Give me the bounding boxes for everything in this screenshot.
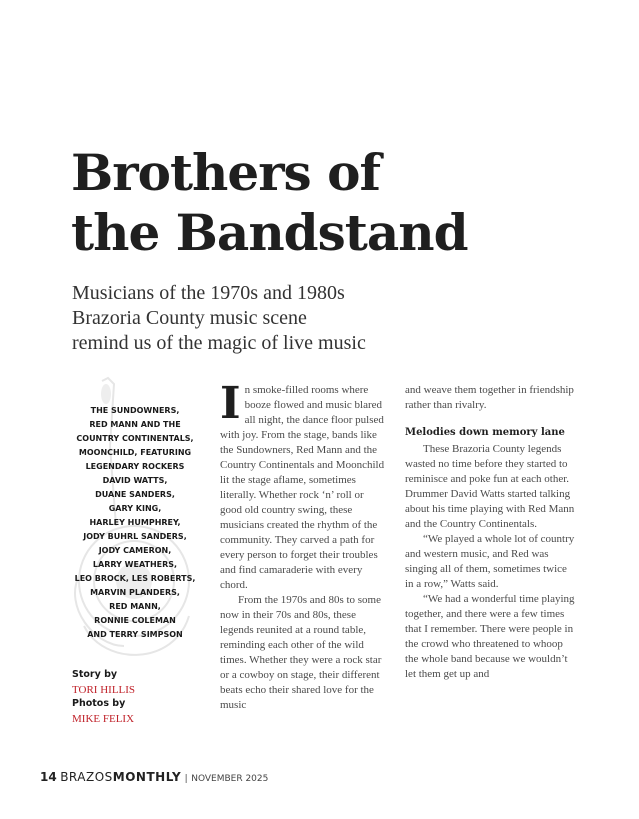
article-subtitle (72, 281, 412, 356)
story-label: Story by (72, 669, 118, 680)
list-item: LEGENDARY ROCKERS (85, 462, 185, 471)
article-column-1 (220, 378, 386, 713)
article-column-2 (405, 383, 575, 682)
band-member-list (70, 404, 200, 642)
paragraph-text: n smoke-filled rooms where booze flowed and music blared all night, the dance floor pulsed with joy. From the stage, bands like the Sundowners, Red Mann and the Country Continentals and Moonchild lit the stage aflame, sometimes literally. Whether rock ‘n’ roll or good old country swing, these musicians created the rhythm of the community. They carved a path for every person to forget their troubles and find camaraderie with every chord. (220, 384, 385, 591)
paragraph: These Brazoria County legends wasted no time before they started to reminisce and poke fun at each other. Drummer David Watts started talking about his time playing with Red Mann and the Country Continentals. (405, 443, 575, 530)
photo-label: Photos by (72, 698, 126, 709)
byline (72, 668, 135, 726)
section-subhead: Melodies down memory lane (405, 427, 565, 438)
magazine-name (60, 770, 181, 784)
photo-author: MIKE FELIX (72, 712, 135, 725)
list-item: DAVID WATTS, (102, 476, 168, 485)
list-item: THE SUNDOWNERS, (90, 406, 180, 415)
paragraph: “We played a whole lot of country and western music, and Red was singing all of them, sometimes twice in a row,” Watts said. (405, 533, 575, 590)
paragraph: “We had a wonderful time playing together, and there were a few times that I remember. There were people in the crowd who threatened to whoop the whole band because we wouldn’t let them get up and (405, 593, 575, 680)
title-line-2: the Bandstand (71, 203, 468, 262)
list-item: DUANE SANDERS, (95, 490, 175, 499)
list-item: HARLEY HUMPHREY, (89, 518, 181, 527)
list-item: LARRY WEATHERS, (92, 560, 178, 569)
page-footer (40, 770, 268, 784)
story-author: TORI HILLIS (72, 683, 136, 696)
list-item: MARVIN PLANDERS, (90, 588, 180, 597)
list-item: JODY BUHRL SANDERS, (83, 532, 187, 541)
paragraph: From the 1970s and 80s to some now in their 70s and 80s, these legends reunited at a round table, reminding each other of the wild times. Whether they were a rock star or a cowboy on stage, their different beats echo their shared love for the music (220, 594, 382, 711)
subtitle-line-3: remind us of the magic of live music (72, 332, 366, 354)
separator: | (184, 774, 188, 784)
subtitle-line-2: Brazoria County music scene (72, 307, 307, 329)
brand-part-2: MONTHLY (112, 770, 182, 784)
list-item: RED MANN, (109, 602, 161, 611)
list-item: LEO BROCK, LES ROBERTS, (74, 574, 196, 583)
list-item: GARY KING, (108, 504, 162, 513)
subtitle-line-1: Musicians of the 1970s and 1980s (72, 282, 345, 304)
list-item: RED MANN AND THE (89, 420, 181, 429)
list-item: AND TERRY SIMPSON (87, 630, 183, 639)
drop-cap: I (220, 378, 241, 429)
list-item: RONNIE COLEMAN (94, 616, 176, 625)
issue-date: NOVEMBER 2025 (191, 774, 269, 784)
list-item: MOONCHILD, FEATURING (78, 448, 192, 457)
article-title (71, 143, 468, 263)
list-item: JODY CAMERON, (98, 546, 172, 555)
page-number: 14 (40, 770, 57, 784)
title-line-1: Brothers of (71, 143, 380, 202)
paragraph: and weave them together in friendship rather than rivalry. (405, 384, 574, 411)
brand-part-1: BRAZOS (60, 770, 113, 784)
paragraph (220, 378, 386, 593)
list-item: COUNTRY CONTINENTALS, (76, 434, 194, 443)
